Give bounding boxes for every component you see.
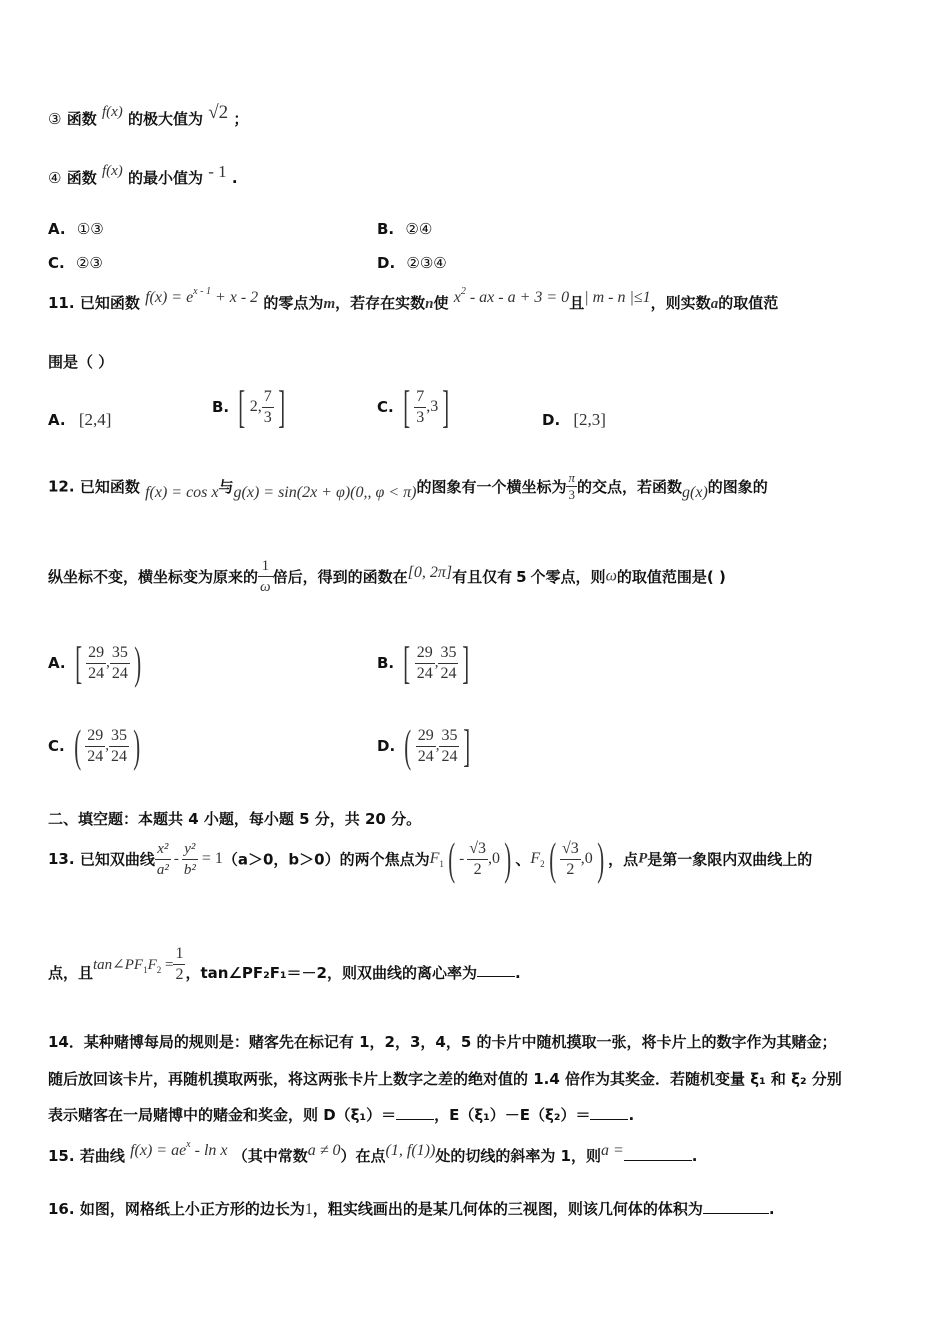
q11-text: 且: [569, 294, 585, 312]
minus: -: [459, 850, 465, 867]
q12-five: 5: [516, 567, 527, 586]
q15-sup: x: [186, 1139, 191, 1150]
f1-label: F: [429, 850, 440, 867]
answer-blank[interactable]: [624, 1160, 692, 1161]
numerator: y²: [182, 839, 198, 860]
fraction: [110, 643, 130, 684]
q13-text: ，tan∠PF₂F₁＝－2，则双曲线的离心率为: [185, 964, 477, 982]
numerator: 1: [258, 556, 273, 577]
q15-point: (1, f(1)): [385, 1142, 436, 1159]
numerator: x²: [155, 839, 171, 860]
q11-eq-a: x: [453, 289, 461, 306]
fraction: [438, 643, 458, 684]
option-label: B.: [212, 398, 230, 416]
question-11-line2: 围是（ ）: [48, 353, 114, 371]
option-label: C.: [48, 737, 65, 755]
q11-abs: | m - n |≤1: [584, 289, 651, 306]
denominator: 24: [440, 664, 457, 682]
option-text: [2,3]: [573, 410, 606, 429]
numerator: π: [568, 470, 575, 485]
section-heading: 二、填空题：本题共 4 小题，每小题 5 分，共 20 分。: [48, 810, 422, 828]
minus: -: [173, 850, 179, 867]
tan-text: F: [147, 957, 157, 973]
q11-eq-sup: 2: [460, 286, 466, 297]
q12-interval: [0, 2π]: [407, 563, 453, 581]
comma: ,: [435, 737, 440, 754]
q15-text: .: [691, 1147, 698, 1165]
q16-text: ，粗实线画出的是某几何体的三视图，则该几何体的体积为: [312, 1200, 703, 1218]
numerator: 35: [439, 726, 459, 747]
question-number: 15.: [48, 1147, 75, 1165]
option-text: ①③: [76, 220, 104, 238]
numerator: 29: [85, 726, 105, 747]
tan-sub: 1: [143, 965, 148, 975]
fraction: [416, 726, 436, 767]
fraction: [182, 839, 198, 880]
option-label: C.: [377, 398, 394, 416]
numerator: 35: [109, 726, 129, 747]
denominator: 24: [416, 664, 433, 682]
q11-m: m: [323, 296, 336, 312]
q15-a: a =: [600, 1142, 624, 1159]
q11-n: n: [425, 296, 434, 312]
q15-text: ）在点: [340, 1147, 386, 1165]
question-12: [48, 470, 768, 503]
option-label: D.: [377, 737, 396, 755]
q11-a: a: [710, 296, 719, 312]
statement-prefix: 函数: [66, 169, 97, 187]
q12-g: g(x) = sin(2x + φ)(0,, φ < π): [233, 483, 417, 501]
fraction: [86, 643, 106, 684]
fraction: [414, 387, 426, 428]
numerator: 35: [438, 643, 458, 664]
denominator: 24: [111, 747, 128, 765]
fraction: [258, 556, 273, 597]
f1-sub: 1: [439, 859, 444, 869]
bracket-left: (: [74, 720, 82, 771]
question-15: [48, 1139, 698, 1166]
question-14-line1: 14．某种赌博每局的规则是：赌客先在标记有 1，2，3，4，5 的卡片中随机摸取一张，将卡片上的数字作为其赌金；: [48, 1033, 837, 1051]
q14-text: .: [628, 1106, 635, 1124]
denominator: 24: [88, 664, 105, 682]
numerator: 7: [414, 387, 426, 408]
bracket-left: [: [403, 637, 411, 688]
denominator: 2: [566, 860, 575, 878]
q15-f2: - ln x: [190, 1142, 228, 1159]
comma: ,: [434, 654, 439, 671]
denominator: 24: [417, 747, 434, 765]
q12-text: 的取值范围是( ): [616, 568, 726, 586]
q16-text: 如图，网格纸上小正方形的边长为: [79, 1200, 305, 1218]
q11-f: f(x) = e: [145, 289, 194, 306]
q11-text: 已知函数: [79, 294, 140, 312]
question-16: [48, 1198, 775, 1219]
fraction: [109, 726, 129, 767]
q15-text: 若曲线: [79, 1147, 125, 1165]
q12-text: 倍后，得到的函数在: [272, 568, 408, 586]
math-value: √2: [208, 102, 229, 123]
equals: =: [161, 957, 174, 973]
option-label: B.: [377, 654, 395, 672]
q14-text: 表示赌客在一局赌博中的赌金和奖金，则 D（ξ₁）＝: [48, 1106, 397, 1124]
bracket-left: [: [238, 381, 246, 432]
q11-option-b[interactable]: [212, 381, 289, 432]
comma: ,: [106, 654, 110, 671]
numerator: 35: [110, 643, 130, 664]
tan-text: tan∠PF: [93, 957, 144, 973]
answer-blank[interactable]: [703, 1213, 769, 1214]
bracket-right: ): [596, 833, 604, 884]
option-text: ②③④: [406, 254, 447, 272]
q13-p: P: [638, 850, 648, 867]
q11-text: ，若存在实数: [335, 294, 426, 312]
fraction: [439, 726, 459, 767]
f2-sub: 2: [540, 859, 545, 869]
answer-blank[interactable]: [396, 1119, 434, 1120]
fraction: [560, 839, 581, 880]
q11-text: 使: [433, 294, 449, 312]
q13-f1: [430, 850, 444, 867]
denominator: ω: [260, 579, 271, 595]
q13-text: 点，且: [48, 964, 94, 982]
q11-eq-b: - ax - a + 3 = 0: [465, 289, 570, 306]
fraction: [262, 387, 274, 428]
fraction: [415, 643, 435, 684]
q11-function: [145, 286, 259, 306]
option-label: C.: [48, 254, 65, 272]
denominator: b²: [183, 861, 196, 878]
numerator: 1: [173, 944, 185, 965]
q12-option-a[interactable]: [48, 637, 145, 688]
q12-text: 的图象有一个横坐标为: [416, 478, 567, 496]
statement-mid: 的最小值为: [128, 169, 204, 187]
question-number: 16.: [48, 1200, 75, 1218]
question-number: 13.: [48, 850, 75, 868]
q12-text: 的交点，若函数: [577, 478, 683, 496]
q15-const: a ≠ 0: [307, 1142, 341, 1159]
q12-f: f(x) = cos x: [145, 483, 219, 501]
option-text: ②④: [405, 220, 433, 238]
question-13: [48, 833, 813, 884]
statement-num: ③: [48, 110, 62, 128]
math-value: - 1: [208, 162, 227, 181]
option-value: 2,: [249, 398, 262, 415]
bracket-right: ): [133, 720, 141, 771]
option-label: A.: [48, 654, 66, 672]
denominator: 3: [416, 408, 425, 426]
zero: ,0: [488, 850, 500, 867]
question-14-line3: [48, 1104, 634, 1125]
q12-text: 个零点，则: [530, 568, 606, 586]
denominator: a²: [156, 861, 169, 878]
math-func: f(x): [101, 163, 123, 179]
bracket-right: ]: [462, 637, 470, 688]
q15-f: f(x) = ae: [130, 1142, 187, 1159]
bracket-left: [: [403, 381, 411, 432]
fraction: [566, 470, 577, 503]
denominator: 3: [568, 487, 575, 502]
fraction: [173, 944, 185, 985]
bracket-right: ]: [277, 381, 285, 432]
comma: ,: [105, 737, 110, 754]
option-label: A.: [48, 411, 66, 429]
option-value: ,3: [426, 398, 439, 415]
option-text: ②③: [75, 254, 103, 272]
denominator: 2: [473, 860, 482, 878]
q13-text: 已知双曲线: [79, 850, 155, 869]
q15-text: 处的切线的斜率为 1，则: [435, 1147, 601, 1165]
bracket-right: ]: [463, 720, 471, 771]
q10-option-b[interactable]: [377, 220, 432, 238]
denominator: 24: [87, 747, 104, 765]
q13-tan: [93, 957, 173, 973]
bracket-right: ): [504, 833, 512, 884]
bracket-left: (: [448, 833, 456, 884]
bracket-left: (: [404, 720, 412, 771]
q12-text: 已知函数: [79, 478, 140, 496]
q12-g2: g(x): [682, 483, 708, 501]
q16-text: .: [768, 1200, 775, 1218]
q12-option-d[interactable]: [377, 720, 475, 771]
option-label: D.: [377, 254, 396, 272]
statement-4: [48, 162, 238, 188]
question-number: 12.: [48, 477, 75, 496]
f2-label: F: [530, 850, 541, 867]
q11-option-a[interactable]: [48, 410, 111, 430]
bracket-right: ]: [442, 381, 450, 432]
q11-text: 的零点为: [263, 294, 324, 312]
numerator: 7: [262, 387, 274, 408]
numerator: √3: [467, 839, 488, 860]
q14-text: ，E（ξ₁）－E（ξ₂）＝: [434, 1106, 591, 1124]
option-label: D.: [542, 411, 561, 429]
question-14-line2: 随后放回该卡片，再随机摸取两张，将这两张卡片上数字之差的绝对值的 1.4 倍作为其奖金．若随机变量 ξ₁ 和 ξ₂ 分别: [48, 1070, 842, 1088]
q12-text: 纵坐标不变，横坐标变为原来的: [48, 568, 259, 586]
denominator: 24: [111, 664, 128, 682]
option-label: B.: [377, 220, 395, 238]
math-func: f(x): [101, 104, 123, 120]
equals-one: = 1: [201, 850, 223, 867]
option-text: [2,4]: [78, 410, 112, 429]
statement-prefix: 函数: [66, 110, 97, 128]
q13-text: （a＞0，b＞0）的两个焦点为: [222, 850, 430, 869]
question-12-line2: [48, 556, 726, 597]
q11-f-sup: x - 1: [193, 286, 211, 297]
numerator: 29: [415, 643, 435, 664]
bracket-right: ): [134, 637, 142, 688]
q11-option-c[interactable]: [377, 381, 454, 432]
q16-one: 1: [304, 1201, 313, 1218]
answer-blank[interactable]: [477, 976, 515, 977]
q11-text: ，则实数: [650, 294, 711, 312]
statement-end: .: [231, 169, 238, 187]
q12-option-c[interactable]: [48, 720, 144, 771]
q11-equation: [453, 286, 570, 306]
question-11: [48, 286, 779, 313]
q12-text: 与: [218, 478, 234, 496]
fraction: [155, 839, 171, 880]
q15-function: [130, 1139, 228, 1159]
fraction: [467, 839, 488, 880]
statement-mid: 的极大值为: [128, 110, 204, 128]
bracket-left: [: [75, 637, 82, 688]
q10-option-c[interactable]: [48, 254, 103, 272]
fraction: [85, 726, 105, 767]
q11-option-d[interactable]: [542, 410, 606, 430]
numerator: √3: [560, 839, 581, 860]
q10-option-d[interactable]: [377, 254, 447, 272]
statement-3: [48, 102, 249, 130]
zero: ,0: [580, 850, 593, 867]
question-13-line2: [48, 944, 521, 985]
q13-text: .: [514, 963, 521, 982]
statement-end: ；: [233, 110, 249, 128]
denominator: 24: [441, 747, 458, 765]
numerator: 29: [416, 726, 436, 747]
q11-text: 的取值范: [718, 294, 779, 312]
q12-option-b[interactable]: [377, 637, 474, 688]
denominator: 2: [175, 966, 184, 983]
statement-num: ④: [48, 169, 62, 187]
q12-text: 有且仅有: [452, 568, 513, 586]
q15-text: （其中常数: [232, 1147, 308, 1165]
tan-sub: 2: [156, 965, 162, 975]
bracket-left: (: [548, 833, 556, 884]
q10-option-a[interactable]: [48, 220, 104, 238]
question-number: 11.: [48, 294, 75, 312]
q13-text: ，点: [608, 850, 639, 869]
numerator: 29: [86, 643, 106, 664]
answer-blank[interactable]: [590, 1119, 628, 1120]
q11-f-rest: + x - 2: [210, 289, 259, 306]
separator: 、: [515, 850, 531, 869]
q13-text: 是第一象限内双曲线上的: [647, 850, 813, 869]
q12-omega: ω: [605, 567, 617, 585]
denominator: 3: [263, 408, 272, 426]
q13-f2: [530, 850, 544, 867]
q12-text: 的图象的: [707, 478, 768, 496]
option-label: A.: [48, 220, 66, 238]
